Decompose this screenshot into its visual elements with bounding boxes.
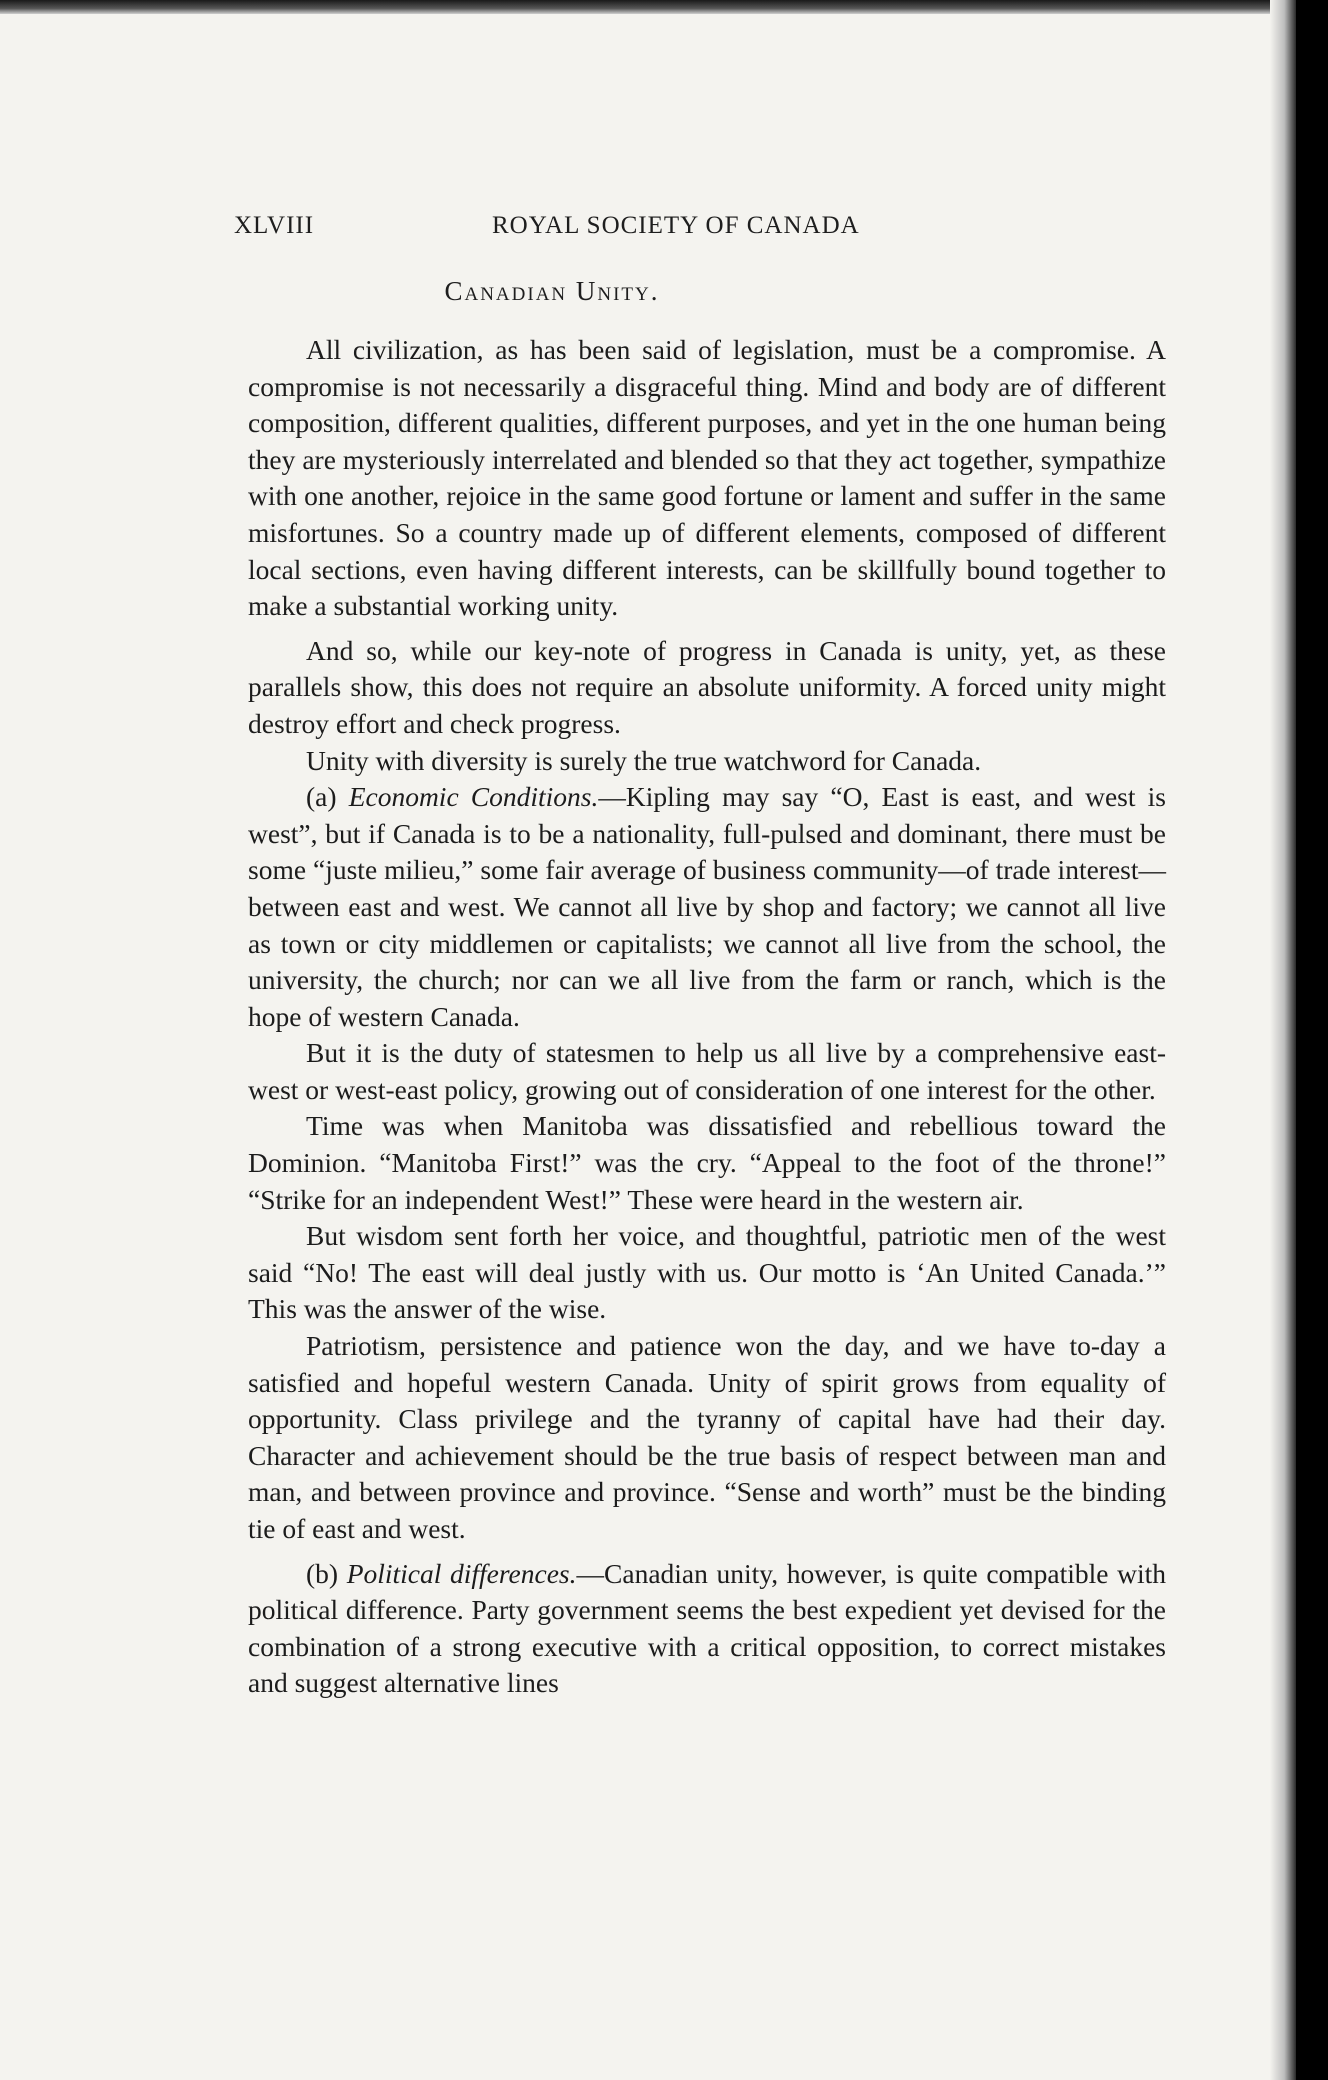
paragraph [248,1035,1166,1108]
paragraph [248,1556,1166,1702]
page-right-edge-shadow [1270,0,1296,2080]
paragraph-text: Time was when Manitoba was dissatisfied and rebellious toward the Dominion. “Manitoba First!” was the cry. “Appeal to the foot of the throne!” “Strike for an independent West!” These were heard in the western air. [248,1110,1166,1215]
paragraph [248,779,1166,1035]
paragraph [248,743,1166,780]
section-title: Canadian Unity. [444,276,660,306]
paragraph-text: —Canadian unity, however, is quite compatible with political difference. Party government seems the best expedient yet devised for the combination of a strong executive with a critical opposition, to correct mistakes and suggest alternative lines [248,1557,1166,1699]
paragraph-text: And so, while our key-note of progress in Canada is unity, yet, as these parallels show, this does not require an absolute uniformity. A forced unity might destroy effort and check progress. [248,634,1166,739]
page-folio: XLVIII [234,212,315,239]
journal-title: ROYAL SOCIETY OF CANADA [492,212,860,239]
paragraph [248,332,1166,625]
paragraph [248,633,1166,743]
body-text [248,332,1166,1702]
paragraph-heading: Economic Conditions. [348,781,599,813]
paragraph [248,1328,1166,1548]
paragraph-text: Patriotism, persistence and patience won the day, and we have to-day a satisfied and hopeful western Canada. Unity of spirit grows from equality of opportunity. Class privilege and the tyranny of capital have had their day. Character and achievement should be the true basis of respect between man and man, and between province and province. “Sense and worth” must be the binding tie of east and west. [248,1330,1166,1544]
paragraph-text: —Kipling may say “O, East is east, and west is west”, but if Canada is to be a nationality, full-pulsed and dominant, there must be some “juste milieu,” some fair average of business community—of trade interest—between east and west. We cannot all live by shop and factory; we cannot all live as town or city middlemen or capitalists; we cannot all live from the school, the university, the church; nor can we all live from the farm or ranch, which is the hope of western Canada. [248,781,1166,1032]
page-top-edge [0,0,1296,14]
paragraph-heading: Political differences. [346,1557,577,1589]
running-head [234,212,864,256]
paragraph-marker: (b) [306,1557,339,1589]
paragraph [248,1108,1166,1218]
paragraph-text: Unity with diversity is surely the true watchword for Canada. [306,744,982,776]
paragraph-marker: (a) [306,781,337,813]
paragraph-text: But it is the duty of statesmen to help us all live by a comprehensive east-west or west-east policy, growing out of consideration of one interest for the other. [248,1037,1166,1105]
paragraph-text: All civilization, as has been said of legislation, must be a compromise. A compromise is not necessarily a disgraceful thing. Mind and body are of different composition, different qualities, different purposes, and yet in the one human being they are mysteriously interrelated and blended so that they act together, sympathize with one another, rejoice in the same good fortune or lament and suffer in the same misfortunes. So a country made up of different elements, composed of different local sections, even having different interests, can be skillfully bound together to make a substantial working unity. [248,334,1166,622]
paragraph [248,1218,1166,1328]
paragraph-text: But wisdom sent forth her voice, and thoughtful, patriotic men of the west said “No! The east will deal justly with us. Our motto is ‘An United Canada.’” This was the answer of the wise. [248,1220,1166,1325]
